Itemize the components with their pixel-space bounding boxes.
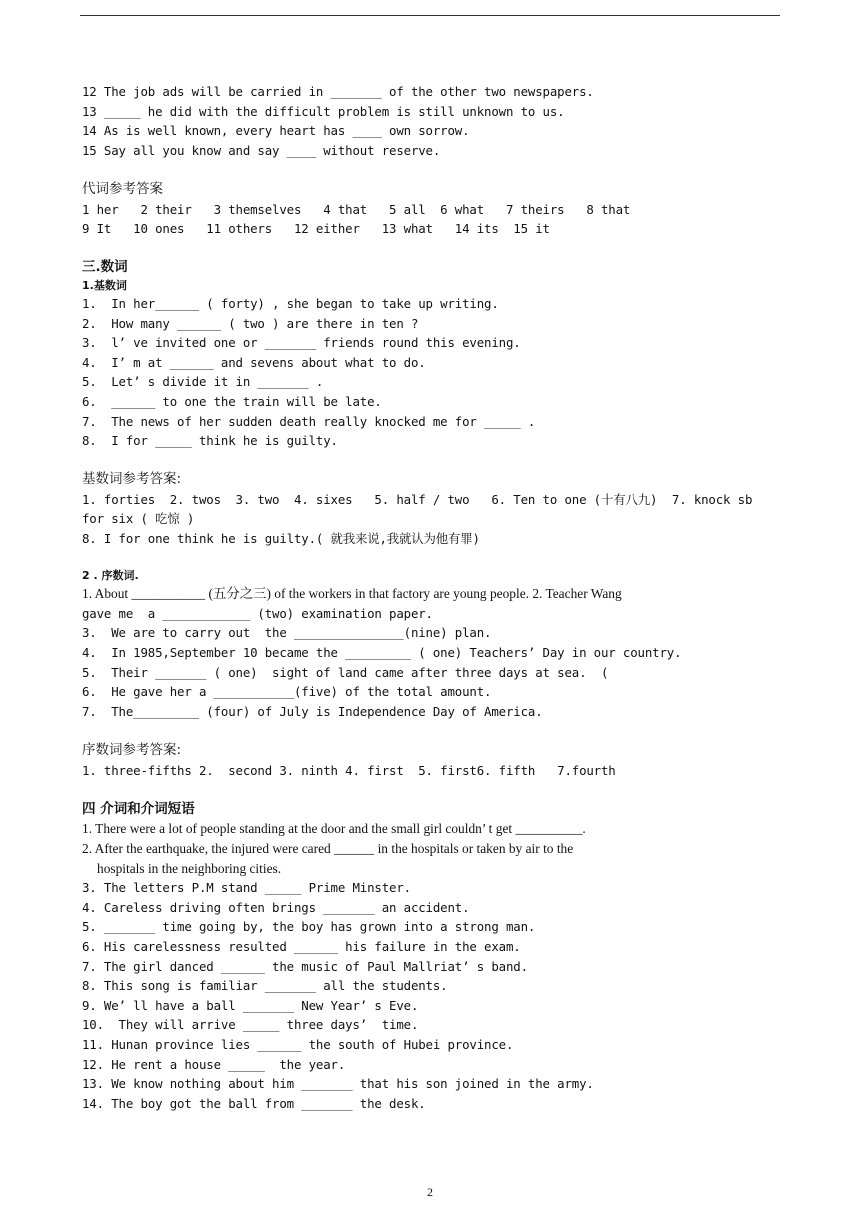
question-line: 8. I for _____ think he is guilty. (82, 433, 338, 449)
question-line: 13 _____ he did with the difficult problem is still unknown to us. (82, 103, 565, 119)
question-line: 1. In her______ ( forty) , she began to take up writing. (82, 295, 499, 311)
question-line: 10. They will arrive _____ three days’ time. (82, 1017, 419, 1033)
question-line: 14. The boy got the ball from _______ the desk. (82, 1095, 426, 1111)
question-line: 6. ______ to one the train will be late. (82, 393, 382, 409)
question-line: 12 The job ads will be carried in _______ of the other two newspapers. (82, 84, 594, 99)
question-line: 4. Careless driving often brings _______ an accident. (82, 899, 470, 915)
question-line: 3. The letters P.M stand _____ Prime Minster. (82, 880, 411, 896)
question-line: 6. He gave her a ___________(five) of the total amount. (82, 684, 492, 700)
question-line: 11. Hunan province lies ______ the south of Hubei province. (82, 1036, 514, 1052)
question-line: 8. This song is familiar _______ all the students. (82, 978, 448, 994)
page-number: 2 (427, 1185, 433, 1199)
answer-line: 1. forties 2. twos 3. two 4. sixes 5. half / two 6. Ten to one (十有八九) 7. knock sb (82, 491, 753, 507)
ordinal-answers-title: 序数词参考答案: (82, 742, 182, 758)
question-line: 5. Let’ s divide it in _______ . (82, 374, 324, 390)
question-line: 7. The_________ (four) of July is Independence Day of America. (82, 703, 543, 719)
pronoun-answers-title: 代词参考答案 (82, 180, 163, 197)
question-line: 1. There were a lot of people standing at the door and the small girl couldn’ t get __________. (82, 821, 586, 837)
cardinal-answers-title: 基数词参考答案: (82, 471, 182, 488)
answer-line: 8. I for one think he is guilty.( 就我来说,我就认为他有罪) (82, 531, 480, 547)
section-title-prepositions: 四 介词和介词短语 (82, 800, 195, 817)
question-line: 13. We know nothing about him _______ that his son joined in the army. (82, 1076, 594, 1092)
question-line: 3. l’ ve invited one or _______ friends round this evening. (82, 335, 521, 351)
question-line: 15 Say all you know and say ____ without reserve. (82, 142, 441, 158)
question-line: 4. In 1985,September 10 became the _________ ( one) Teachers’ Day in our country. (82, 645, 682, 661)
question-line: 3. We are to carry out the _______________(nine) plan. (82, 625, 492, 641)
question-line: 6. His carelessness resulted ______ his failure in the exam. (82, 938, 521, 954)
question-line: 7. The girl danced ______ the music of Paul Mallriat’ s band. (82, 958, 528, 974)
header-rule (80, 15, 780, 16)
question-line: gave me a ____________ (two) examination paper. (82, 605, 433, 621)
question-line: 4. I’ m at ______ and sevens about what to do. (82, 354, 426, 370)
answer-line: 1. three-fifths 2. second 3. ninth 4. first 5. first6. fifth 7.fourth (82, 762, 616, 778)
question-line: 9. We’ ll have a ball _______ New Year’ s Eve. (82, 997, 419, 1013)
question-line: 2. After the earthquake, the injured were cared ______ in the hospitals or taken by air to the (82, 840, 574, 856)
section-title-numerals: 三.数词 (82, 259, 128, 276)
question-line: 7. The news of her sudden death really knocked me for _____ . (82, 413, 536, 429)
subsection-title-cardinal: 1.基数词 (82, 278, 127, 292)
question-line: 5. Their _______ ( one) sight of land came after three days at sea. ( (82, 664, 609, 680)
answer-line: for six ( 吃惊 ) (82, 511, 195, 527)
question-line: 1. About ___________ (五分之三) of the workers in that factory are young people. 2. Teacher Wang (82, 586, 622, 602)
question-line: 12. He rent a house _____ the year. (82, 1056, 346, 1072)
answer-line: 1 her 2 their 3 themselves 4 that 5 all 6 what 7 theirs 8 that (82, 201, 631, 217)
page-content (82, 82, 780, 1113)
question-line: 5. _______ time going by, the boy has grown into a strong man. (82, 919, 536, 935)
subsection-title-ordinal: 2 . 序数词. (82, 569, 139, 583)
answer-line: 9 It 10 ones 11 others 12 either 13 what 14 its 15 it (82, 221, 550, 237)
question-line: hospitals in the neighboring cities. (97, 860, 282, 876)
question-line: 14 As is well known, every heart has ____ own sorrow. (82, 123, 470, 139)
question-line: 2. How many ______ ( two ) are there in ten ? (82, 315, 419, 331)
